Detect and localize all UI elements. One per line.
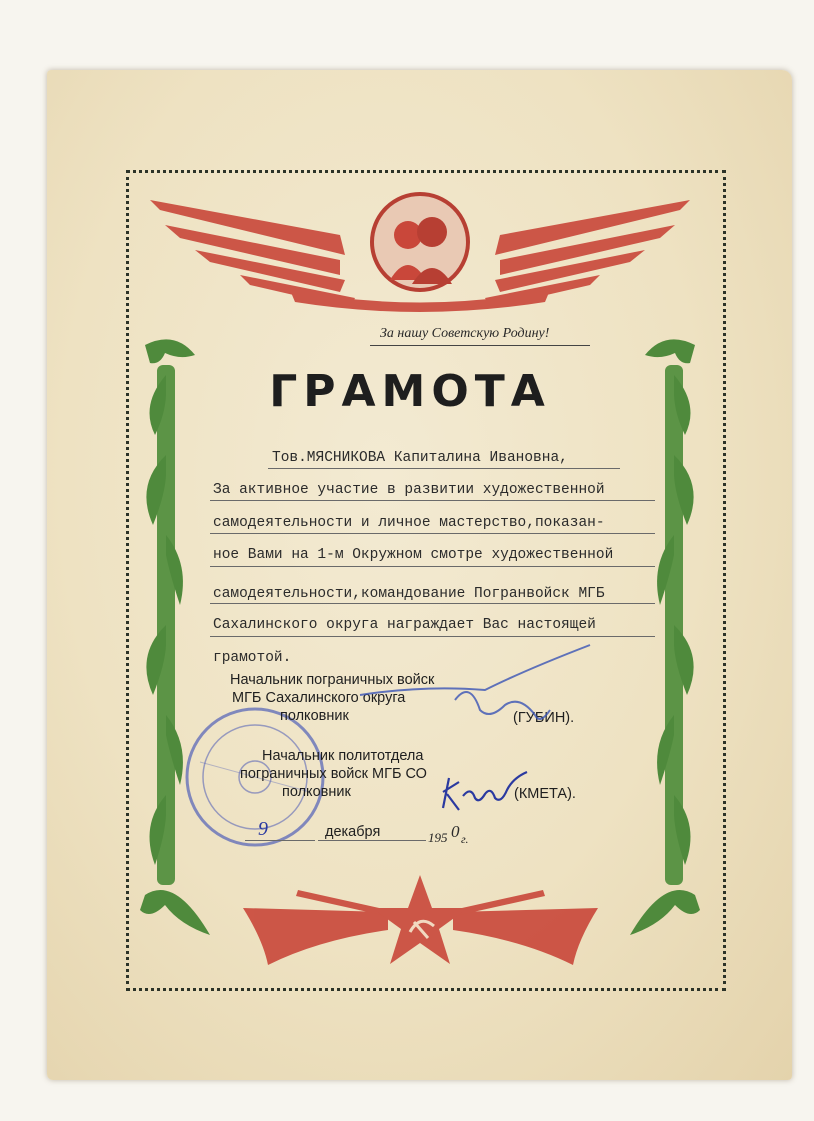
body-rule bbox=[210, 636, 655, 637]
body-rule bbox=[210, 566, 655, 567]
body-line: За активное участие в развитии художественной bbox=[213, 482, 605, 498]
date-year-suffix: 0 bbox=[451, 822, 460, 841]
date-year-prefix: 195 bbox=[428, 830, 448, 845]
handwritten-signature-2-icon bbox=[435, 760, 535, 820]
signature-1-line1: Начальник пограничных войск bbox=[230, 672, 435, 688]
date-day-rule bbox=[245, 840, 315, 841]
motto: За нашу Советскую Родину! bbox=[380, 326, 550, 341]
signature-2-name: (КМЕТА). bbox=[514, 786, 576, 802]
red-star-emblem-icon bbox=[238, 870, 603, 970]
recipient-line: Тов.МЯСНИКОВА Капиталина Ивановна, bbox=[272, 450, 568, 466]
body-line: самодеятельности,командование Погранвойск МГБ bbox=[213, 586, 605, 602]
body-line: грамотой. bbox=[213, 650, 292, 666]
signature-1-name: (ГУБИН). bbox=[513, 710, 575, 726]
signature-1-rank: полковник bbox=[280, 708, 349, 724]
date-day: 9 bbox=[258, 818, 268, 840]
certificate-title: ГРАМОТА bbox=[269, 366, 551, 417]
body-line: Сахалинского округа награждает Вас настоящей bbox=[213, 617, 596, 633]
signature-2-line2: пограничных войск МГБ СО bbox=[240, 766, 427, 782]
body-rule bbox=[210, 533, 655, 534]
signature-2-line1: Начальник политотдела bbox=[262, 748, 424, 764]
signature-2-rank: полковник bbox=[282, 784, 351, 800]
body-rule bbox=[210, 603, 655, 604]
body-line: самодеятельности и личное мастерство,показан- bbox=[213, 515, 605, 531]
dotted-border-frame bbox=[126, 170, 726, 991]
handwritten-signature-1-icon bbox=[355, 640, 605, 735]
date-month: декабря bbox=[325, 824, 381, 840]
date-month-rule bbox=[318, 840, 426, 841]
body-rule bbox=[268, 468, 620, 469]
body-rule bbox=[210, 500, 655, 501]
date-year-abbrev: г. bbox=[461, 832, 469, 846]
body-line: ное Вами на 1-м Окружном смотре художественной bbox=[213, 547, 614, 563]
signature-1-line2: МГБ Сахалинского округа bbox=[232, 690, 406, 706]
